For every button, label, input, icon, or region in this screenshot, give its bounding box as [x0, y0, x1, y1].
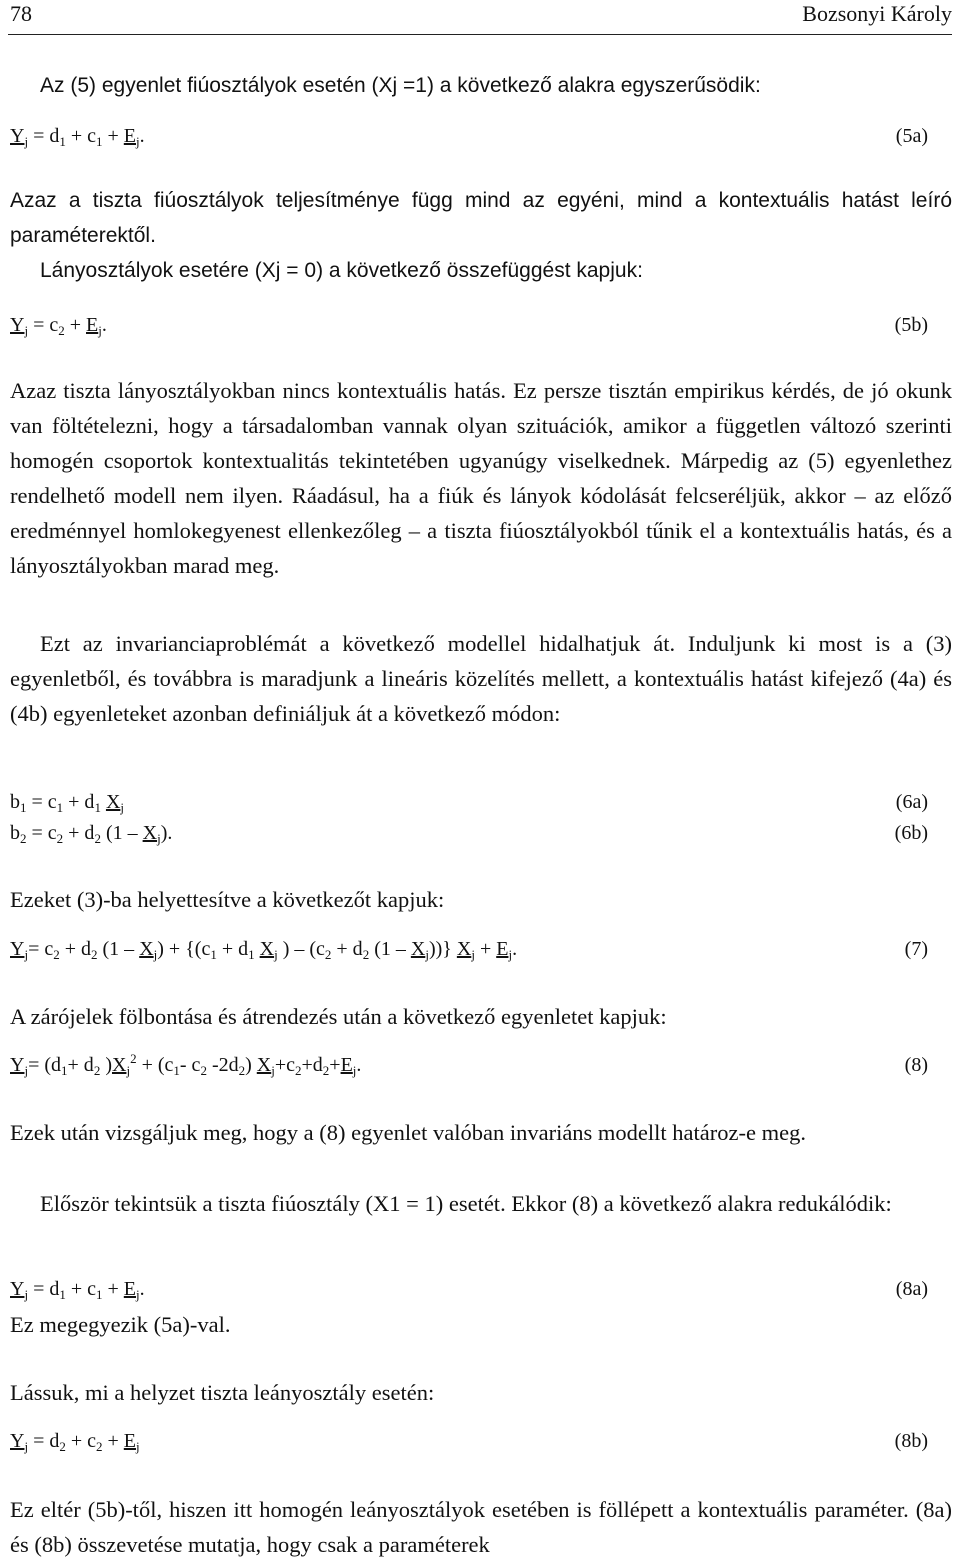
- paragraph-9: Először tekintsük a tiszta fiúosztály (X1 = 1) esetét. Ekkor (8) a következő alakra redukálódik:: [40, 1191, 892, 1216]
- equation-6b: [10, 817, 928, 849]
- page-number: 78: [10, 1, 32, 26]
- equation-number: (8): [904, 1054, 928, 1076]
- equation-8: [10, 1049, 928, 1081]
- paragraph-10: Ez megegyezik (5a)-val.: [10, 1312, 231, 1337]
- equation-number: (6b): [894, 822, 928, 844]
- equation-7: [10, 933, 928, 965]
- equation-formula: $Y_j = c_2 + E_j$.: [10, 314, 107, 338]
- equation-formula: $Y_j = d_1 + c_1 + E_j$.: [10, 1278, 145, 1302]
- equation-number: (7): [904, 938, 928, 960]
- equation-formula: $Y_j= (d_1+ d_2$ )$X_j^2 + (c_1-$ $c_2$ $-2d_2$) $X_j+c_2+d_2+E_j$.: [10, 1051, 362, 1078]
- page-header: [8, 0, 952, 35]
- paragraph-8: Ezek után vizsgáljuk meg, hogy a (8) egyenlet valóban invariáns modellt határoz-e meg.: [10, 1120, 806, 1145]
- equation-5a: [10, 120, 928, 152]
- equation-8b: [10, 1425, 928, 1457]
- paragraph-1: Az (5) egyenlet fiúosztályok esetén (Xj =1) a következő alakra egyszerűsödik:: [40, 74, 761, 97]
- paragraph-2: Azaz a tiszta fiúosztályok teljesítménye függ mind az egyéni, mind a kontextuális hatást leíró paraméterektől.: [10, 189, 952, 247]
- equation-number: (8a): [895, 1278, 928, 1300]
- equation-6a: [10, 786, 928, 818]
- equation-formula: $b_2 = c_2 + d_2$ $(1 - X_j)$.: [10, 822, 173, 846]
- equation-number: (5b): [894, 314, 928, 336]
- paragraph-3: Lányosztályok esetére (Xj = 0) a következő összefüggést kapjuk:: [40, 259, 643, 282]
- paragraph-7: A zárójelek fölbontása és átrendezés után a következő egyenletet kapjuk:: [10, 1004, 667, 1029]
- paragraph-11: Lássuk, mi a helyzet tiszta leányosztály esetén:: [10, 1380, 435, 1405]
- equation-number: (6a): [895, 791, 928, 813]
- equation-formula: $b_1 = c_1 + d_1$ $X_j$: [10, 791, 125, 815]
- equation-formula: $Y_j = d_1 + c_1 + E_j$.: [10, 125, 145, 149]
- equation-5b: [10, 309, 928, 341]
- equation-formula: $Y_j = d_2 + c_2 + E_j$: [10, 1430, 140, 1454]
- paragraph-6: Ezeket (3)-ba helyettesítve a következőt kapjuk:: [10, 887, 445, 912]
- equation-8a: [10, 1273, 928, 1305]
- equation-number: (5a): [895, 125, 928, 147]
- equation-number: (8b): [894, 1430, 928, 1452]
- paragraph-5: Ezt az invarianciaproblémát a következő modellel hidalhatjuk át. Induljunk ki most is a (3) egyenletből, és továbbra is maradjunk a lineáris közelítés mellett, a kontextuális hatást kifejező (4a) és (4b) egyenleteket azonban definiáljuk át a következő módon:: [10, 631, 952, 726]
- running-head-author: Bozsonyi Károly: [802, 1, 952, 26]
- paragraph-12: Ez eltér (5b)-től, hiszen itt homogén leányosztályok esetében is föllépett a kontextuális paraméter. (8a) és (8b) összevetése mutatja, hogy csak a paraméterek: [10, 1497, 952, 1557]
- paragraph-4: Azaz tiszta lányosztályokban nincs kontextuális hatás. Ez persze tisztán empirikus kérdés, de jó okunk van föltételezni, hogy a társadalomban vannak olyan szituációk, amikor a független változó szerinti homogén csoportok kontextualitás tekintetében ugyanúgy viselkednek. Márpedig az (5) egyenlethez rendelhető modell nem ilyen. Ráadásul, ha a fiúk és lányok kódolását felcseréljük, akkor – az előző eredménnyel homlokegyenest ellenkezőleg – a tiszta fiúosztályokból tűnik el a kontextuális hatás, és a lányosztályokban marad meg.: [10, 378, 952, 578]
- equation-formula: $Y_j= c_2 + d_2$ $(1 - X_j) + \{(c_1 + d_1$ $X_j$ ) – ($c_2 + d_2$ $(1 - X_j)$)} $X_j + E_j$.: [10, 938, 518, 962]
